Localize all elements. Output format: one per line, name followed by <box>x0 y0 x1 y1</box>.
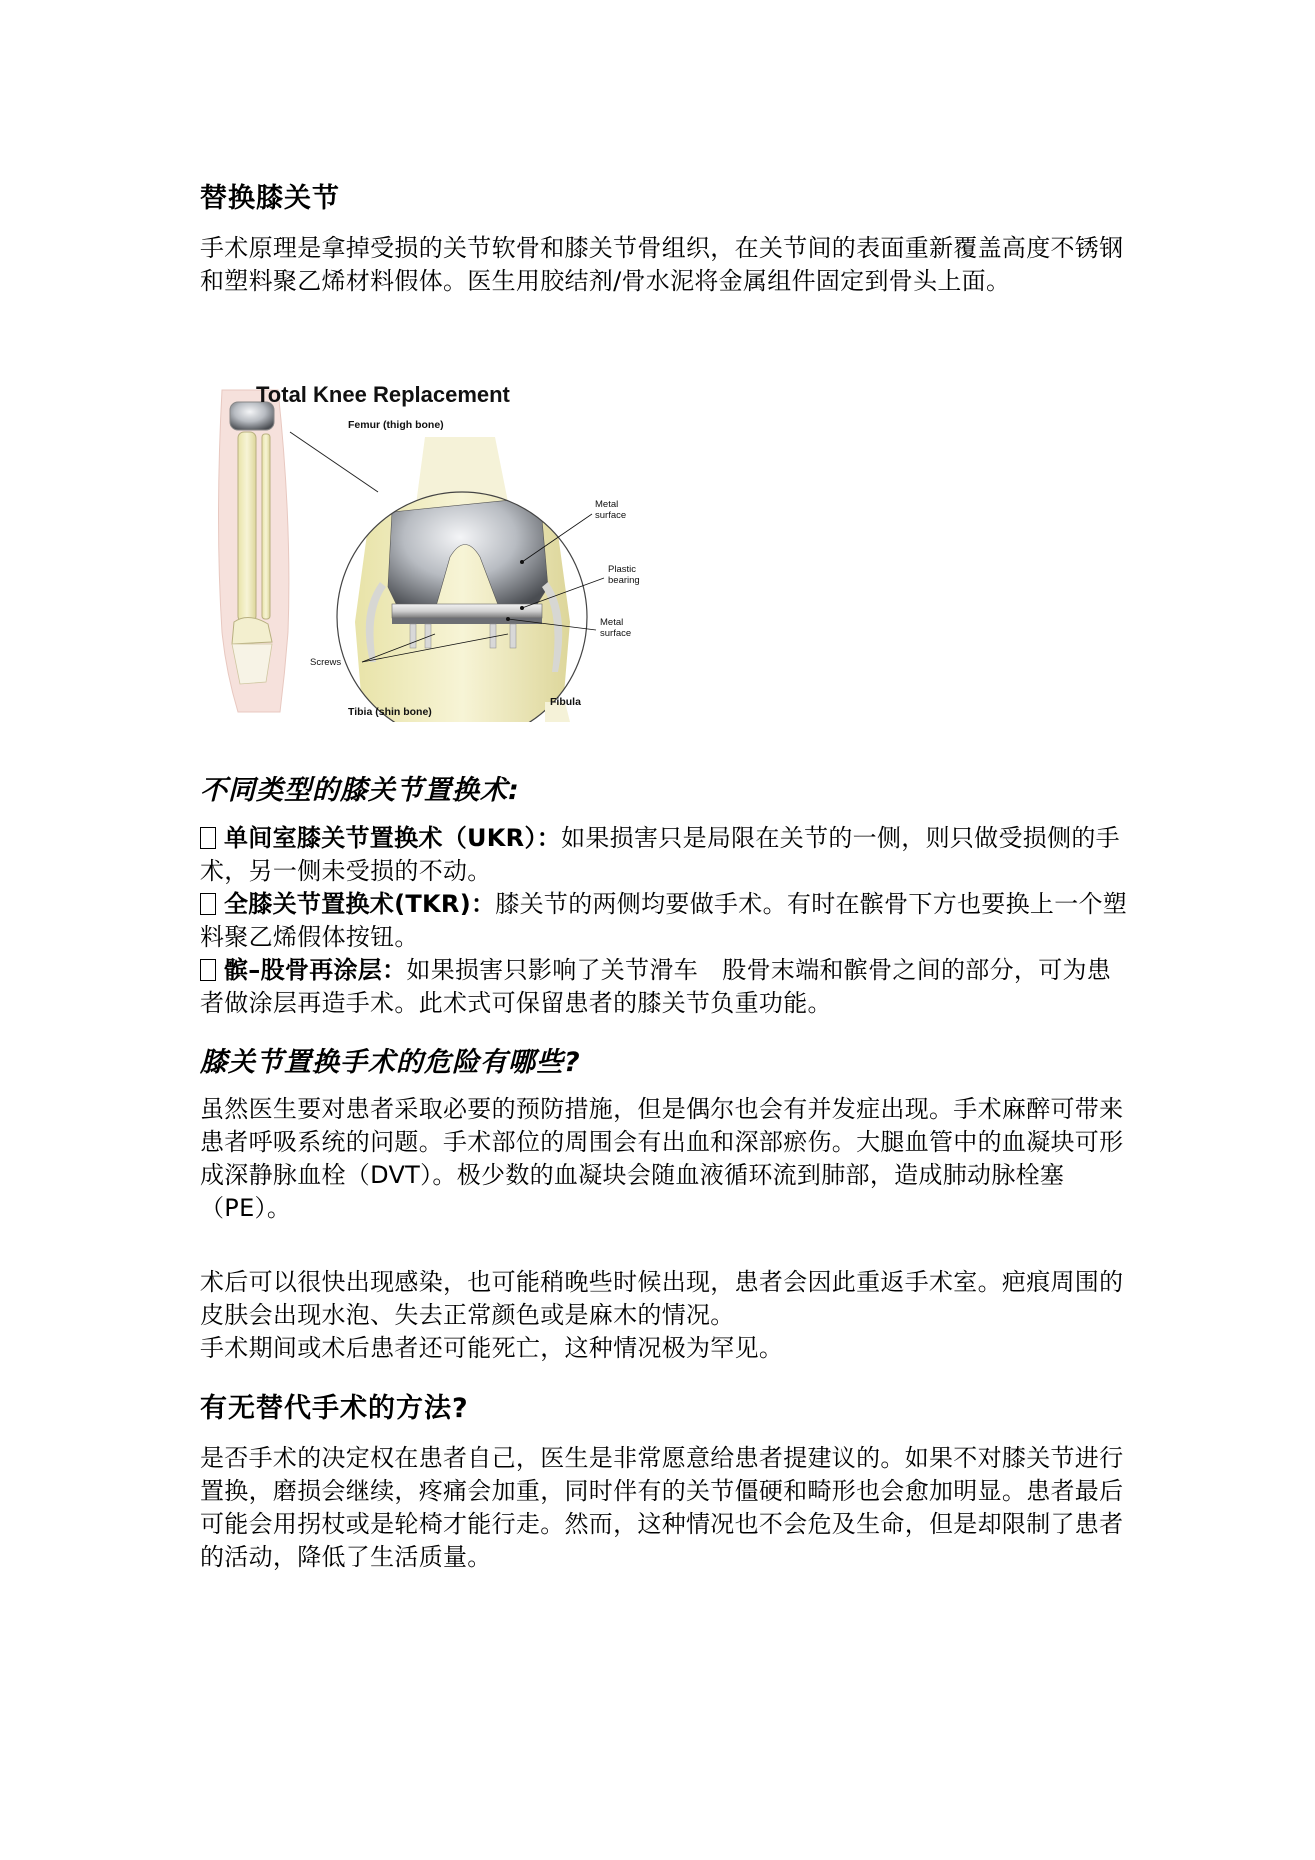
list-item-ukr <box>200 822 1130 888</box>
list-item-term: 髌–股骨再涂层： <box>224 956 407 984</box>
section-title-alternatives: 有无替代手术的方法? <box>200 1393 469 1424</box>
list-item-text: 膝关节的两侧均要做手术。有时在髌骨下方也要换上一个塑料聚乙烯假体按钮。 <box>200 890 1128 951</box>
list-item-patellofemoral <box>200 954 1130 1020</box>
section-title-types: 不同类型的膝关节置换术: <box>200 775 520 806</box>
label-femur: Femur (thigh bone) <box>348 419 444 431</box>
knee-closeup <box>330 482 600 722</box>
knee-diagram-svg <box>210 372 660 722</box>
list-item-term: 全膝关节置换术(TKR)： <box>224 890 496 918</box>
list-item-tkr <box>200 888 1130 954</box>
risks-paragraph-1: 虽然医生要对患者采取必要的预防措施，但是偶尔也会有并发症出现。手术麻醉可带来患者呼吸系统的问题。手术部位的周围会有出血和深部瘀伤。大腿血管中的血凝块可形成深静脉血栓（DVT）。极少数的血凝块会随血液循环流到肺部，造成肺动脉栓塞（PE）。 <box>200 1095 1124 1222</box>
label-metal-surface-top-1: Metal <box>595 499 619 510</box>
label-metal-surface-bottom-2: surface <box>600 628 632 639</box>
section-title-knee-replacement: 替换膝关节 <box>200 183 340 214</box>
checkbox-bullet-icon <box>200 827 216 849</box>
risks-paragraph-2: 术后可以很快出现感染，也可能稍晚些时候出现，患者会因此重返手术室。疤痕周围的皮肤会出现水泡、失去正常颜色或是麻木的情况。 <box>200 1268 1124 1329</box>
label-screws: Screws <box>310 657 342 668</box>
checkbox-bullet-icon <box>200 959 216 981</box>
leg-illustration <box>219 390 289 712</box>
label-fibula: Fibula <box>550 696 581 708</box>
list-item-text: 如果损害只影响了关节滑车 股骨末端和髌骨之间的部分，可为患者做涂层再造手术。此术式可保留患者的膝关节负重功能。 <box>200 956 1112 1017</box>
list-item-text: 如果损害只是局限在关节的一侧，则只做受损侧的手术，另一侧未受损的不动。 <box>200 824 1120 885</box>
section-title-risks: 膝关节置换手术的危险有哪些? <box>200 1047 581 1078</box>
risks-paragraph-3: 手术期间或术后患者还可能死亡，这种情况极为罕见。 <box>200 1334 784 1362</box>
list-item-term: 单间室膝关节置换术（UKR）： <box>224 824 562 852</box>
leader-line <box>290 432 378 492</box>
figure-title: Total Knee Replacement <box>256 382 510 407</box>
label-metal-surface-top-2: surface <box>595 510 627 521</box>
label-tibia: Tibia (shin bone) <box>348 706 432 718</box>
label-plastic-bearing-2: bearing <box>608 575 640 586</box>
label-plastic-bearing-1: Plastic <box>608 564 636 575</box>
intro-paragraph: 手术原理是拿掉受损的关节软骨和膝关节骨组织，在关节间的表面重新覆盖高度不锈钢和塑料聚乙烯材料假体。医生用胶结剂/骨水泥将金属组件固定到骨头上面。 <box>200 234 1124 295</box>
alternatives-paragraph: 是否手术的决定权在患者自己，医生是非常愿意给患者提建议的。如果不对膝关节进行置换，磨损会继续，疼痛会加重，同时伴有的关节僵硬和畸形也会愈加明显。患者最后可能会用拐杖或是轮椅才能行走。然而，这种情况也不会危及生命，但是却限制了患者的活动，降低了生活质量。 <box>200 1444 1124 1571</box>
knee-replacement-illustration <box>210 372 660 722</box>
checkbox-bullet-icon <box>200 893 216 915</box>
replacement-types-list <box>200 822 1130 1020</box>
label-metal-surface-bottom-1: Metal <box>600 617 624 628</box>
